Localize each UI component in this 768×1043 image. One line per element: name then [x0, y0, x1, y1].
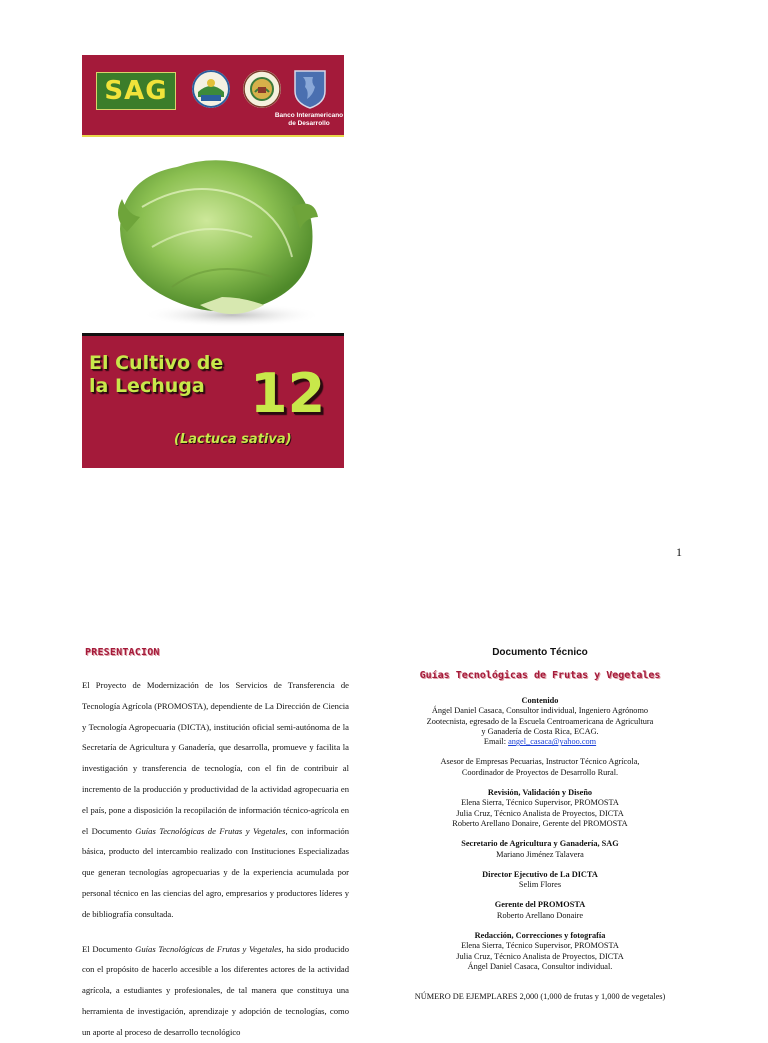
cover-title-band [82, 336, 344, 468]
credit-line: Coordinador de Proyectos de Desarrollo Rural. [461, 767, 619, 777]
credit-line: Roberto Arellano Donaire, Gerente del PROMOSTA [452, 818, 628, 828]
credit-line: y Ganadería de Costa Rica, ECAG. [481, 726, 599, 736]
document-title-italic: Guías Tecnológicas de Frutas y Vegetales [135, 943, 282, 954]
credit-redaccion [410, 931, 670, 972]
credit-heading: Redacción, Correcciones y fotografía [474, 931, 606, 941]
credit-heading: Secretario de Agricultura y Ganadería, SAG [461, 839, 619, 849]
guide-number: 12 [250, 362, 326, 425]
paragraph-text: , con información básica, producto del intercambio realizado con Instituciones Especializadas que generan tecnologías agropecuarias y de la experiencia acumulada por personal técnico en las ciencias del agro, empresarios y productores líderes y de bibliografía consultada. [82, 825, 350, 919]
page-number: 1 [676, 545, 682, 559]
cover-title: El Cultivo de la Lechuga [89, 352, 224, 397]
credit-secretario [410, 839, 670, 860]
lettuce-photo [82, 137, 344, 333]
credit-director [410, 870, 670, 891]
paragraph-text: , ha sido producido con el propósito de hacerlo accesible a los diferentes actores de la actividad agrícola, a estudiantes y profesionales, de tal manera que constituya una herramienta de investigación, aprendizaje y adopción de tecnologías, como un aporte al proceso de desarrollo tecnológico [82, 943, 349, 1037]
bid-label: Banco Interamericano de Desarrollo [274, 112, 344, 127]
credit-line: Ángel Daniel Casaca, Consultor individual. [467, 961, 613, 971]
print-run [410, 992, 670, 1002]
email-line [410, 737, 670, 747]
credit-line: Zootecnista, egresado de la Escuela Centroamericana de Agricultura [426, 716, 654, 726]
credit-line: Elena Sierra, Técnico Supervisor, PROMOSTA [461, 941, 619, 951]
presentacion-paragraph [82, 675, 349, 925]
presentacion-paragraph [82, 939, 349, 1043]
credit-heading: Director Ejecutivo de La DICTA [482, 869, 598, 879]
credit-heading: Gerente del PROMOSTA [494, 900, 586, 910]
document-title-italic: Guías Tecnológicas de Frutas y Vegetales [135, 825, 286, 836]
credit-line: Mariano Jiménez Talavera [496, 849, 584, 859]
bid-shield-icon [293, 69, 327, 109]
credit-heading: Revisión, Validación y Diseño [487, 788, 593, 798]
credit-line: Ángel Daniel Casaca, Consultor individual, Ingeniero Agrónomo [431, 706, 649, 716]
credit-contenido [410, 696, 670, 747]
presentacion-body [82, 675, 349, 1043]
credit-line: Julia Cruz, Técnico Analista de Proyectos, DICTA [456, 951, 624, 961]
paragraph-text: El Documento [82, 943, 136, 954]
cover-header [82, 55, 344, 135]
paragraph-text: El Proyecto de Modernización de los Servicios de Transferencia de Tecnología Agrícola (PROMOSTA), dependiente de La Dirección de Ciencia y Tecnología Agropecuaria (DICTA), institución oficial semi-autónoma de la Secretaría de Agricultura y Ganadería, que desarrolla, promueve y facilita la investigación y transferencia de tecnología, con el fin de contribuir al incremento de la producción y productividad de la actividad agropecuaria en el país, pone a disposición la recopilación de información técnico-agrícola en el Documento [82, 680, 349, 836]
credit-line: Selim Flores [518, 880, 562, 890]
promosta-seal-icon [243, 70, 281, 108]
cover [82, 55, 344, 468]
print-run-line: NÚMERO DE EJEMPLARES 2,000 [414, 992, 539, 1002]
credit-line: Roberto Arellano Donaire [496, 910, 584, 920]
lettuce-icon [82, 137, 344, 333]
scientific-name: (Lactuca sativa) [174, 432, 292, 447]
credits-column [410, 646, 670, 1003]
print-run-line: (1,000 de frutas y 1,000 de vegetales) [540, 992, 666, 1002]
credit-line: Elena Sierra, Técnico Supervisor, PROMOSTA [461, 798, 619, 808]
credit-revision [410, 788, 670, 829]
credit-line: Julia Cruz, Técnico Analista de Proyectos, DICTA [456, 808, 624, 818]
credit-gerente [410, 900, 670, 921]
guide-title: Guías Tecnológicas de Frutas y Vegetales [419, 670, 661, 681]
sag-logo: SAG [96, 72, 176, 110]
presentacion-heading: PRESENTACION [85, 647, 160, 658]
email-link[interactable]: angel_casaca@yahoo.com [508, 737, 597, 747]
dicta-seal-icon [192, 70, 230, 108]
credit-extra [410, 757, 670, 778]
credit-heading: Contenido [521, 696, 559, 705]
document-label: Documento Técnico [492, 647, 588, 658]
credit-line: Asesor de Empresas Pecuarias, Instructor Técnico Agrícola, [440, 757, 640, 767]
email-label: Email: [483, 737, 509, 747]
